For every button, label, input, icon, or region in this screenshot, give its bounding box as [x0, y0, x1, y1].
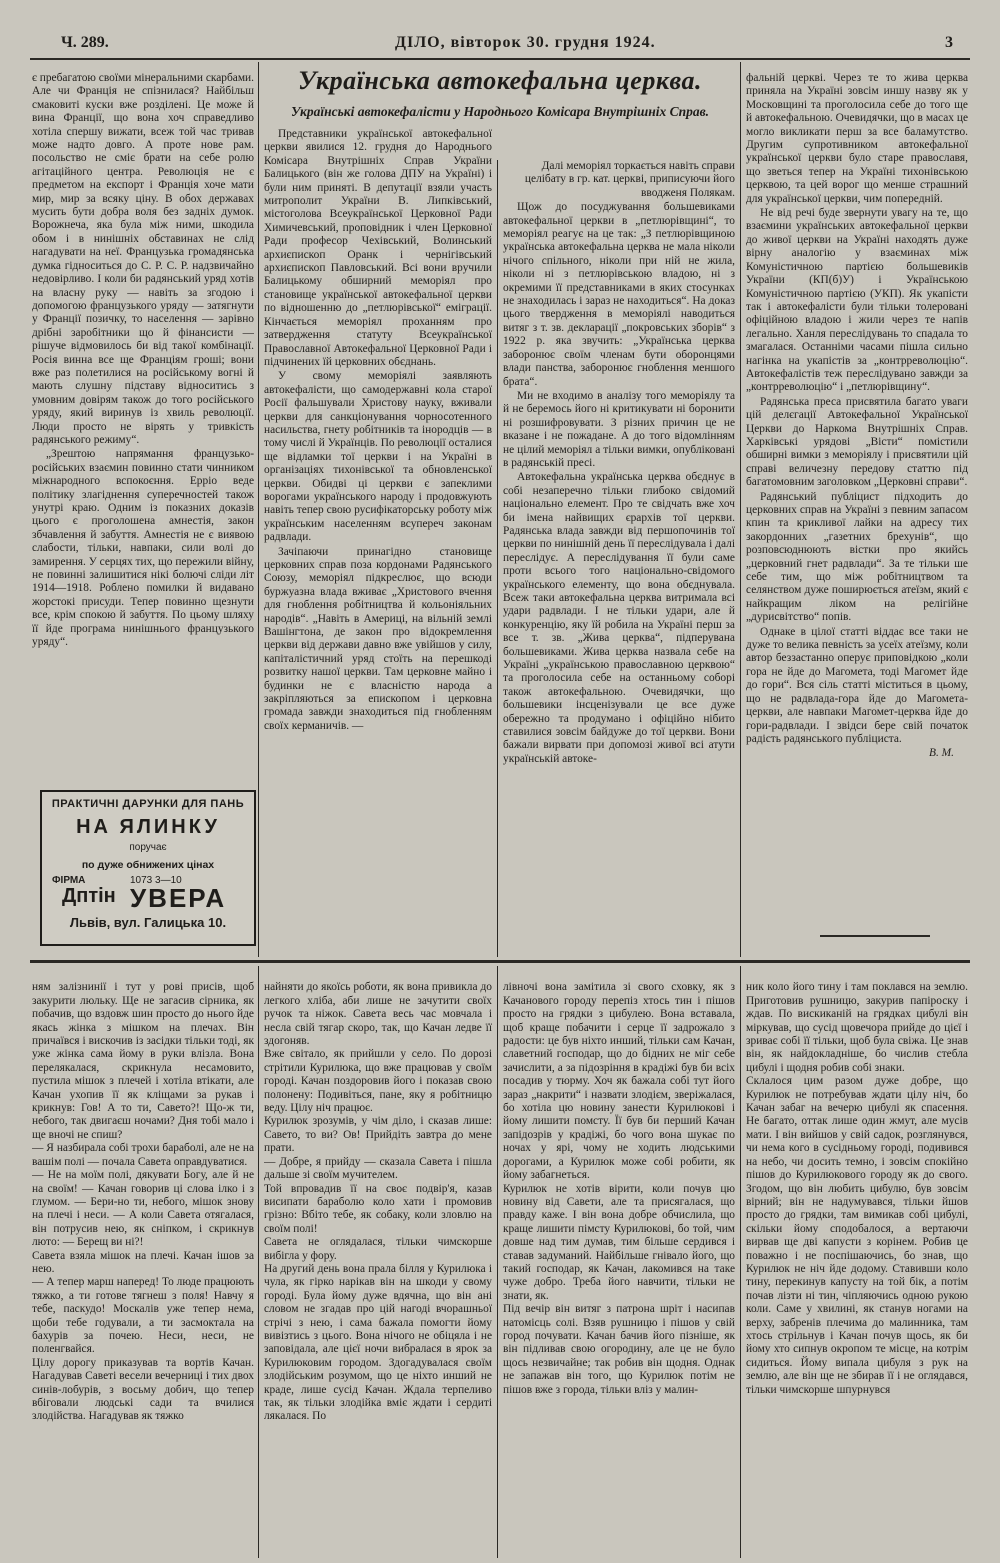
paragraph: Радянська преса присвятила багато уваги цій делєгації Автокефальної Української Церкви до Наркома Внутрішніх Справ. Харківські урядові „Вісти“ помістили обширні вимки з меморіялу і присвятили цій справі величезну передову статтю під багатомовним заголовком „Церковні справи“.	[746, 395, 968, 489]
story-column-4	[746, 968, 968, 1558]
signature: В. М.	[929, 747, 954, 760]
column-1-text	[32, 72, 254, 778]
story-text: ник коло його тину і там поклався на землю. Приготовив рушницю, закурив папіроску і ждав. По вискиканій на грядках цибулі він міркував, що сусід щовечора прийде до цієї і зриває собі її тільки, щоб була свіжа. Це знав він, як найдокладніше, бо числив стебла цибулі і щодня робив собі знаки. Склалося цим разом дуже добре, що Курилюк не потребував ждати цілу ніч, бо Качан забаг на вечерю цибулі як спасення. Не багато, оттак лише один жмут, але мусів мати. І він вийшов у свій садок, розглянувся, чи нема кого в сусідньому городі, подивився на небо, чи досить темно, і зовсім спокійно пішов до Курилюкового городу як до свого. Згодом, що він любить цибулю, був зовсім вірний; він не надумувався, тільки йшов просто до грядки, там вимикав собі цибулі, скільки йому сподобалося, а вертаючи вирвав ще дві капусти з корінем. Робив це поважно і не поспішаючись, бо знав, що Курилюк не ніч йде додому. Ставивши коло тину, перекинув капусту на той бік, а потім почав лізти ні тин, чіпляючись одною рукою коли. Саме у хвилині, як станув ногами на верху, забренів плечима до малинника, там хтось стрільнув і Качан почув щось, як би йому хто сипнув окропом те місце, на котрім сидиться. Йому випала цибуля з рук на землю, але він ще не збирав її і не оглядався, тільки чимскорше шпурнувся	[746, 981, 968, 1396]
paragraph: Щож до посуджування большевиками автокефальної церкви в „петлюрівщині“, то меморіял реагує на це так: „З петлюрівщиною українська автокефальна церква не мала ніколи нічого спільного, ніколи при ній не жила, ніколи ні з петлюрівською владою, ні з окремими її представниками в яких стосунках не знаходилась і зараз не находиться“. На доказ цього твердження в меморіялі наводиться витяг з т. зв. декларації „покровських зборів“ з 1922 р. яка звучить: „Українська церква заборонює своїм членам бути оборонцями влади панства, заборонює гноблення меншого брата“.	[503, 201, 735, 388]
paragraph: Однаке в цілої статті віддає все таки не дуже то велика певність за усеїх атеїзму, коли автор беззастанно оперує приповідкою „коли гора не йде до Магомета, тоді Магомет йде до гори“. Вся сіль статті міститься в цьому, що не радвлада-гора йде до Магомета-церкви, але навпаки Магомет-церква йде до гори-радвлади. І звідси бере свій початок радість радянського публіциста.	[746, 625, 968, 745]
advertisement	[40, 790, 256, 946]
paragraph: фальній церкві. Через те то жива церква приняла на Україні зовсім иншу назву як у Московщині та проголосила себе до того ще й автокефальною. Очевидячки, що в масах це могло викликати перш за все баламутство. Другим супротивником автокефальної української церкви було старе православя, що зветься тепер на Україні тихонівською церквою, та цей ворог що менше страшний для української церкви, чим попередній.	[746, 72, 968, 205]
paragraph: Автокефальна українська церква обєднує в собі незаперечно тільки глибоко свідомий національно елемент. Про те свідчать вже хоч би імена найвищих єрархів тої церкви. Радянська влада завжди від першопочинів тої церкви по нинішній день її переслідувала і далі переслідує. А переслідування її були саме проти всього того національно-свідомого українського елементу, що вона обєднувала. Всеж таки автокефальна церква витримала всі удари радвлади. І не тільки удари, але й конкуренцію, яку їй робила на Україні перш за все т. зв. „Жива церква“, підперувана большевиками. Жива церква назвала себе на Україні „українською православною церквою“ та проголосила себе на останньому соборі також автокефальною. Очевидячки, що большевики інсценізували це все дуже обережно та продумано і офіційно нібито ставилися зовсім байдуже до тої церкви. Вони бажали вирвати при допомозі живої всі атути українській автоке-	[503, 471, 735, 765]
story-text: лівночі вона замітила зі свого сховку, як з Качанового городу перепіз хтось тин і пішов просто на грядки з цибулею. Вона вставала, щоб краще побачити і серце її задрожало з радости: це був ніхто инший, тільки сам Качан, славетний господар, що до бідних не міг себе зачислити, а за підозріння в крадіжі був би всіх посадив у тюрму. Хоч як бажала собі тут його зараз „накрити“ і назвати злодієм, зверіжалася, бо хотіла цю новину занести Курилюкові і йому лишити помсту. Її був би перший Качан запідозрів у крадіжі, бо чого вона шукає по ночах у ярі, чому не ходить людськими дорогами, а Курилюк може собі робити, як йому забагнеться. Курилюк не хотів вірити, коли почув цю новину від Савети, але та присягалася, що правду каже. І він вона добре обчислила, що краще лишити пімсту Курилюкові, бо той, чим довше над тим думав, тим більше сердився і ставав задуманий. Найбільше гнівало його, що такий господар, як Качан, лакомився на таке чуже добро. Треба його навчити, тільки не знати, як. Під вечір він витяг з патрона шріт і насипав натомісць солі. Взяв рушницю і пішов у свій город почувати. Качан бачив його пізніше, як він підливав свою огородину, але це не було щось незвичайне; так робив він щодня. Однак не запажав він того, що Курилюк потім не пішов вже з города, тільки вліз у малин-	[503, 981, 735, 1396]
column-divider	[258, 966, 259, 1558]
paragraph: Не від речі буде звернути увагу на те, що взаємини українських автокефальної церкви до живої церкви на Україні находять дуже вірну аналогію у взаєминах між Комуністичною партією большевиків України (КП(б)У) і Українською Комуністичною партією (УКП). Як укапісти так і автокефалісти були тільки толеровані офіційною владою і жили через те напів легально. Ханля переслідувань то спадала то змагалася. Останніми часами пішла сильно нагінка на укапістів за „контрреволюцію“. Автокефалістів теж переслідувано завжди за „контрреволюцію“ і „петлюрівщину“.	[746, 207, 968, 394]
section-divider	[30, 960, 970, 963]
column-2-text	[264, 128, 492, 888]
paragraph: Зачіпаючи принагідно становище церковних справ поза кордонами Радянського Союзу, меморіял підкреслює, що всюди буржуазна влада вживає „Христового вчення для гноблення робітництва й кольоніяльних народів“. „Навіть в Америці, на вільній землі Вашінгтона, де закон про відокремлення церкви від держави давно вже увійшов у силу, капіталістичний уряд стоїть на перешкоді розвитку нашої церкви. Там церковне майно і будинки не є власністю народа а закріпляються за епископом і церковна громада завжди знаходиться під гнобленням своїх керманичів. —	[264, 545, 492, 732]
story-text: найняти до якоїсь роботи, як вона привикла до легкого хліба, аби лише не зачутити своїх ручок та ніжок. Савета весь час мовчала і несла свій тягар скоро, так, що Качан ледве її здогоняв. Вже світало, як прийшли у село. По дорозі стрітили Курилюка, що вже працював у своїм городі. Качан поздоровив його і показав свою полонену: Подивіться, пане, яку я робітницю веду. Цілу ніч працює. Курилюк зрозумів, у чім діло, і сказав лише: Савето, то ви? Ов! Прийдіть завтра до мене прати. — Добре, я прийду — сказала Савета і пішла дальше зі своїм мучителем. Той впровадив її на своє подвір'я, казав висипати бараболю коло хати і промовив грізно: Вбіто тебе, як собаку, коли зловлю на своїм полі! Савета не оглядалася, тільки чимскорше вибігла у фору. На другий день вона прала білля у Курилюка і чула, як гірко нарікав він на шкоди у свому городі. Була йому дуже вдячна, що він ані словом не згадав про цій нагоді вчорашньої стрічі з нею, і сама бажала помогти йому вивізтись з цього. Вона нічого не обіцяла і не заповідала, але цієї ночи вибралася в ярок за Курилюковим городом. Здогадувалася своїм злодійським розумом, що це ніхто инший не краде, лише сусід Качан. Ждала терпеливо так, як тільки злодійка вміє ждати і сердиті лякалася. По	[264, 981, 492, 1423]
paragraph: Представники української автокефальної церкви явилися 12. грудня до Народнього Комісара Внутрішніх Справ України Балицького (він же голова ДПУ на Україні) і були ним приняті. В депутації взяли участь митрополит України В. Липківський, містоголова Всеукраїнської Церковної Ради Химичевський, проповідник і член Церковної Ради професор Чехівський, Волинський архиєпископ Оранк і чернігівський архиєпископ Павловський. Всі вони вручили Балицькому обширний меморіял про становище української автокефальної церкви по відношенню до „петлюрівської“ еміграції. Кінчається меморіял проханням про затвердження статуту Всеукраїнської Православної Автокефальної Церковної Ради і підчинених їй церковних обєднань.	[264, 128, 492, 368]
article-title: Українська автокефальна церква.	[298, 66, 702, 95]
masthead	[25, 34, 975, 56]
ad-title: НА ЯЛИНКУ	[76, 816, 220, 838]
ad-headline: ПРАКТИЧНІ ДАРУНКИ ДЛЯ ПАНЬ	[51, 798, 245, 810]
column-4-text	[746, 72, 968, 932]
column-divider	[258, 62, 259, 957]
ad-firm	[42, 873, 254, 913]
column-divider	[740, 62, 741, 957]
article-end-rule	[820, 935, 930, 937]
column-divider	[497, 966, 498, 1558]
column-divider	[497, 160, 498, 957]
masthead-rule	[30, 58, 970, 60]
column-3-text	[503, 160, 735, 952]
ad-text: поручає	[129, 842, 167, 853]
paper-title-date: ДІЛО, вівторок 30. грудня 1924.	[395, 34, 656, 51]
ad-firm-name: Дптін	[62, 885, 116, 907]
story-column-2	[264, 968, 492, 1558]
page-number: 3	[945, 34, 953, 51]
story-text: ням залізнинії і тут у рові присів, щоб закурити люльку. Ще не загасив сірника, як побачив, що вздовж шин просто до нього йде якась жінка з мішком на плечах. Він причаївся і вискочив із засідки тільки тоді, як уже жінка сама йому в руки влізла. Вона перелякалася, скрикнула несамовито, пустила мішок з плечей і хотіла втікати, але Качан ухопив її як кліщами за рукав і крикнув: Гов! А то ти, Савето?! Що-ж ти, небого, так двигаєш ночами? Дня тобі мало і ще вночі не спиш? — Я назбирала собі трохи бараболі, але не на вашім полі — почала Савета оправдуватися. — Не на моїм полі, дякувати Богу, але й не на своїм! — Качан говорив ці слова ілко і з глумом. — Бери-но ти, небого, мішок знову на плечі і неси. — А коли Савета отягалася, він потрусив нею, як сніпком, і скрикнув лютo: — Берещ ви ні?! Савета взяла мішок на плечі. Качан ішов за нею. — А тепер марш наперед! То люде працюють тяжко, а ти готове тягнеш з поля! Навчу я тебе, паскудо! Москалів уже тепер нема, щоби тебе годували, а ти засмоктала на бахурів за почею. Неси, неси, не поленгвайся. Цілу дорогу приказував та вортів Качан. Нагадував Саветі весели вечерниці і тих двох синів-лобурів, з восьму добич, що тепер вбіговали людські сади та вчилися злодійства. Нагадував як тяжко	[32, 981, 254, 1423]
paragraph: Ми не входимо в аналізу того меморіялу та й не беремось його ні критикувати ні боронити ні розшифровувати. З різних причин це не вказане і не пожадане. А до того відомлінням не цілий меморіял а тільки вимки, опубліковані в радянській пресі.	[503, 389, 735, 469]
ad-firm-name: УВЕРА	[130, 883, 227, 913]
paragraph: Далі меморіял торкається навіть справи целібату в гр. кат. церкві, приписуючи його вводженя Полякам.	[524, 160, 735, 199]
paragraph: У свому меморіялі заявляють автокефалісти, що самодержавні кола старої Росії фальшували Христову науку, вживали церкви для санкціонування чорносотенного насильства, гнету робітників та інородців — в тому числі й Українців. По революції осталися ще відламки тої церкви і на Україні в організаціях тихонівської та обновленської церкви. Обидві ці церкви є запеклими ворогами українського народу і продовжують навіть тепер свою русифікаторську роботу між українським населенням всупереч законам радвлади.	[264, 370, 492, 544]
paragraph: є пребагатою своїми мінеральними скарбами. Але чи Франція не спізнилася? Найбільш смаковиті куски вже розділені. Це може й вина Франції, що вона хоч справедливо хотіла спершу вижати, всеж той час тривав може надто довго. А проте нове рам. посольство не сміє брати на себе ролю агітаційного центра. Революція не є предметом на експорт і Франція хоче мати мир, мир за всяку ціну. В обох державах мусить бути добра воля без задніх думок. Ворожнеча, яка була між ними, шкодила обом і в нинішніх обставинах не слід нагадувати на неї. Французька громадянська думка гідноситься до С. Р. С. Р. надзвичайно недовірливо. І коли би радянський уряд хотів на власну руку — навіть за згодою і допомогою французького уряду — затягнути у Франції позичку, то населення — зарівно дрібні заробітники що й фінансисти — рішуче відмовилось би від такої комбінації. Росія винна все ще Франціям гроші; вони вже раз полетилися на російському вогні й мають слушну підставу відноситись з умовним довірям також до того російського уряду, який виринув із хвиль революції. Люди просто не вірять у тривкість радянського режиму“.	[32, 72, 254, 446]
ad-text: по дуже обнижених цінах	[81, 859, 215, 871]
ad-firm-number: 1073 3—10	[130, 875, 182, 886]
article-subtitle: Українські автокефалісти у Народнього Комісара Внутрішніх Справ.	[290, 104, 710, 119]
ad-firm-label: ФІРМА	[52, 875, 86, 886]
column-divider	[740, 966, 741, 1558]
paragraph: Радянський публіцист підходить до церковних справ на Україні з певним запасом кпин та крикливої лайки на адресу тих закордонних „газетних брехунів“, що розповсюднюють вістки про якийсь „церковний гнет радвлади“. За те тільки ше себе тим, що між робітництвом та селянством дуже поширюється атеїзм, який є найкращим ліком на релігійне „дурисвітство“ попів.	[746, 490, 968, 624]
issue-number: Ч. 289.	[61, 34, 109, 51]
paragraph: „Зрештою напрямання французько-російських взаємин повинно стати чинником міжнародного вспокоєння. Ерріо веде політику злагіднення суперечностей також унутрі краю. Одним із показних доказів цього є проголошена амнестія, закон збчавлення й забуття. Амнестія не є виявою слабости, тільки, навпаки, сили волі до замирення. У серцях тих, що пережили війну, не повинні залишитися нікі болючі сліди літ 1914—1918. Роблено помилки й видавано жорстокі присуди. Тепер повинно щезнути все, крім спокою й забуття. По цьому шляху її йде програма нинішнього французького уряду“.	[32, 448, 254, 649]
story-column-1	[32, 968, 254, 1558]
story-column-3	[503, 968, 735, 1558]
ad-address: Львів, вул. Галицька 10.	[69, 915, 227, 930]
